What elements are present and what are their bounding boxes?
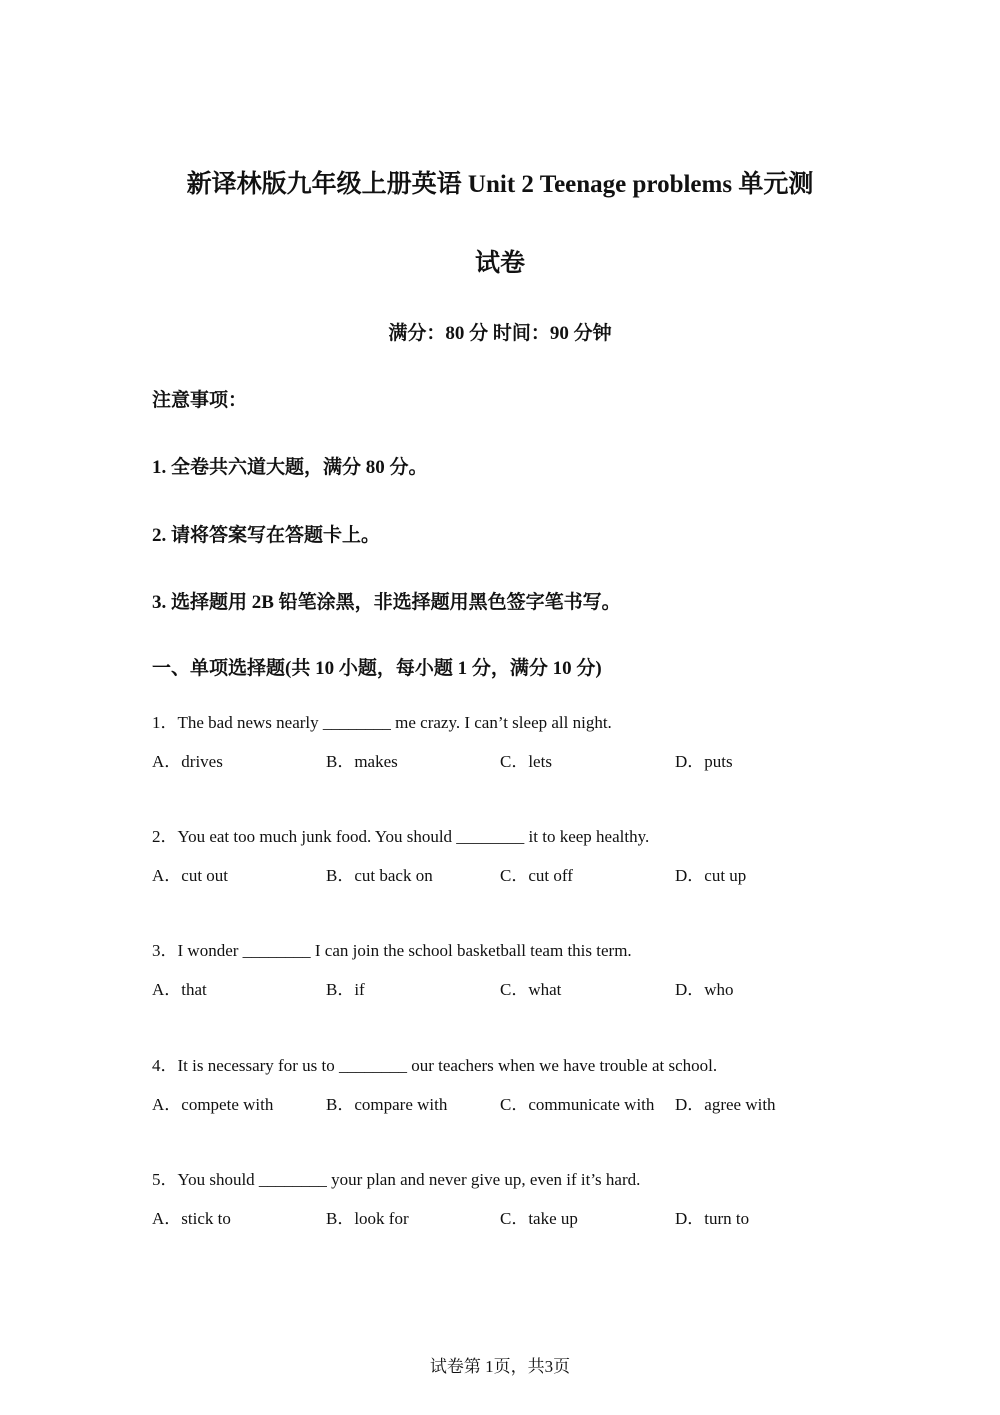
option-b: B．makes (326, 752, 398, 771)
note-item-2: 2. 请将答案写在答题卡上。 (152, 525, 381, 546)
question-2-options (152, 865, 852, 887)
option-c: C．what (500, 980, 562, 999)
notes-heading: 注意事项： (152, 390, 248, 411)
question-2 (152, 826, 852, 887)
option-b: B．look for (326, 1209, 409, 1228)
question-4-options (152, 1094, 852, 1116)
exam-title-line-2: 试卷 (474, 250, 525, 277)
score-time-info: 满分：80 分 时间：90 分钟 (388, 323, 612, 344)
option-d: D．who (675, 980, 734, 999)
note-item-3: 3. 选择题用 2B 铅笔涂黑，非选择题用黑色签字笔书写。 (152, 592, 621, 613)
page-footer: 试卷第 1页，共3页 (429, 1357, 571, 1376)
option-c: C．cut off (500, 866, 573, 885)
option-b: B．compare with (326, 1095, 448, 1114)
option-d: D．turn to (675, 1209, 750, 1228)
option-a: A．stick to (152, 1209, 231, 1228)
question-5-stem: 5．You should ________ your plan and never give up, even if it’s hard. (152, 1170, 641, 1189)
option-c: C．lets (500, 752, 552, 771)
option-b: B．cut back on (326, 866, 433, 885)
option-d: D．agree with (675, 1095, 776, 1114)
option-a: A．cut out (152, 866, 229, 885)
question-5-options (152, 1208, 852, 1230)
question-3 (152, 940, 852, 1001)
option-c: C．take up (500, 1209, 578, 1228)
question-1-stem: 1．The bad news nearly ________ me crazy. I can’t sleep all night. (152, 713, 612, 732)
question-2-stem: 2．You eat too much junk food. You should ________ it to keep healthy. (152, 827, 650, 846)
option-d: D．puts (675, 752, 733, 771)
question-5 (152, 1169, 852, 1230)
section-1-header: 一、单项选择题(共 10 小题，每小题 1 分，满分 10 分) (152, 658, 602, 679)
option-d: D．cut up (675, 866, 747, 885)
option-b: B．if (326, 980, 365, 999)
question-1-options (152, 751, 852, 773)
question-4 (152, 1055, 852, 1116)
question-3-options (152, 979, 852, 1001)
option-a: A．drives (152, 752, 223, 771)
exam-title-line-1: 新译林版九年级上册英语 Unit 2 Teenage problems 单元测 (186, 171, 814, 198)
question-1 (152, 712, 852, 773)
question-3-stem: 3．I wonder ________ I can join the school basketball team this term. (152, 941, 632, 960)
question-4-stem: 4．It is necessary for us to ________ our teachers when we have trouble at school. (152, 1056, 718, 1075)
option-a: A．that (152, 980, 207, 999)
option-a: A．compete with (152, 1095, 274, 1114)
note-item-1: 1. 全卷共六道大题，满分 80 分。 (152, 457, 428, 478)
option-c: C．communicate with (500, 1095, 655, 1114)
